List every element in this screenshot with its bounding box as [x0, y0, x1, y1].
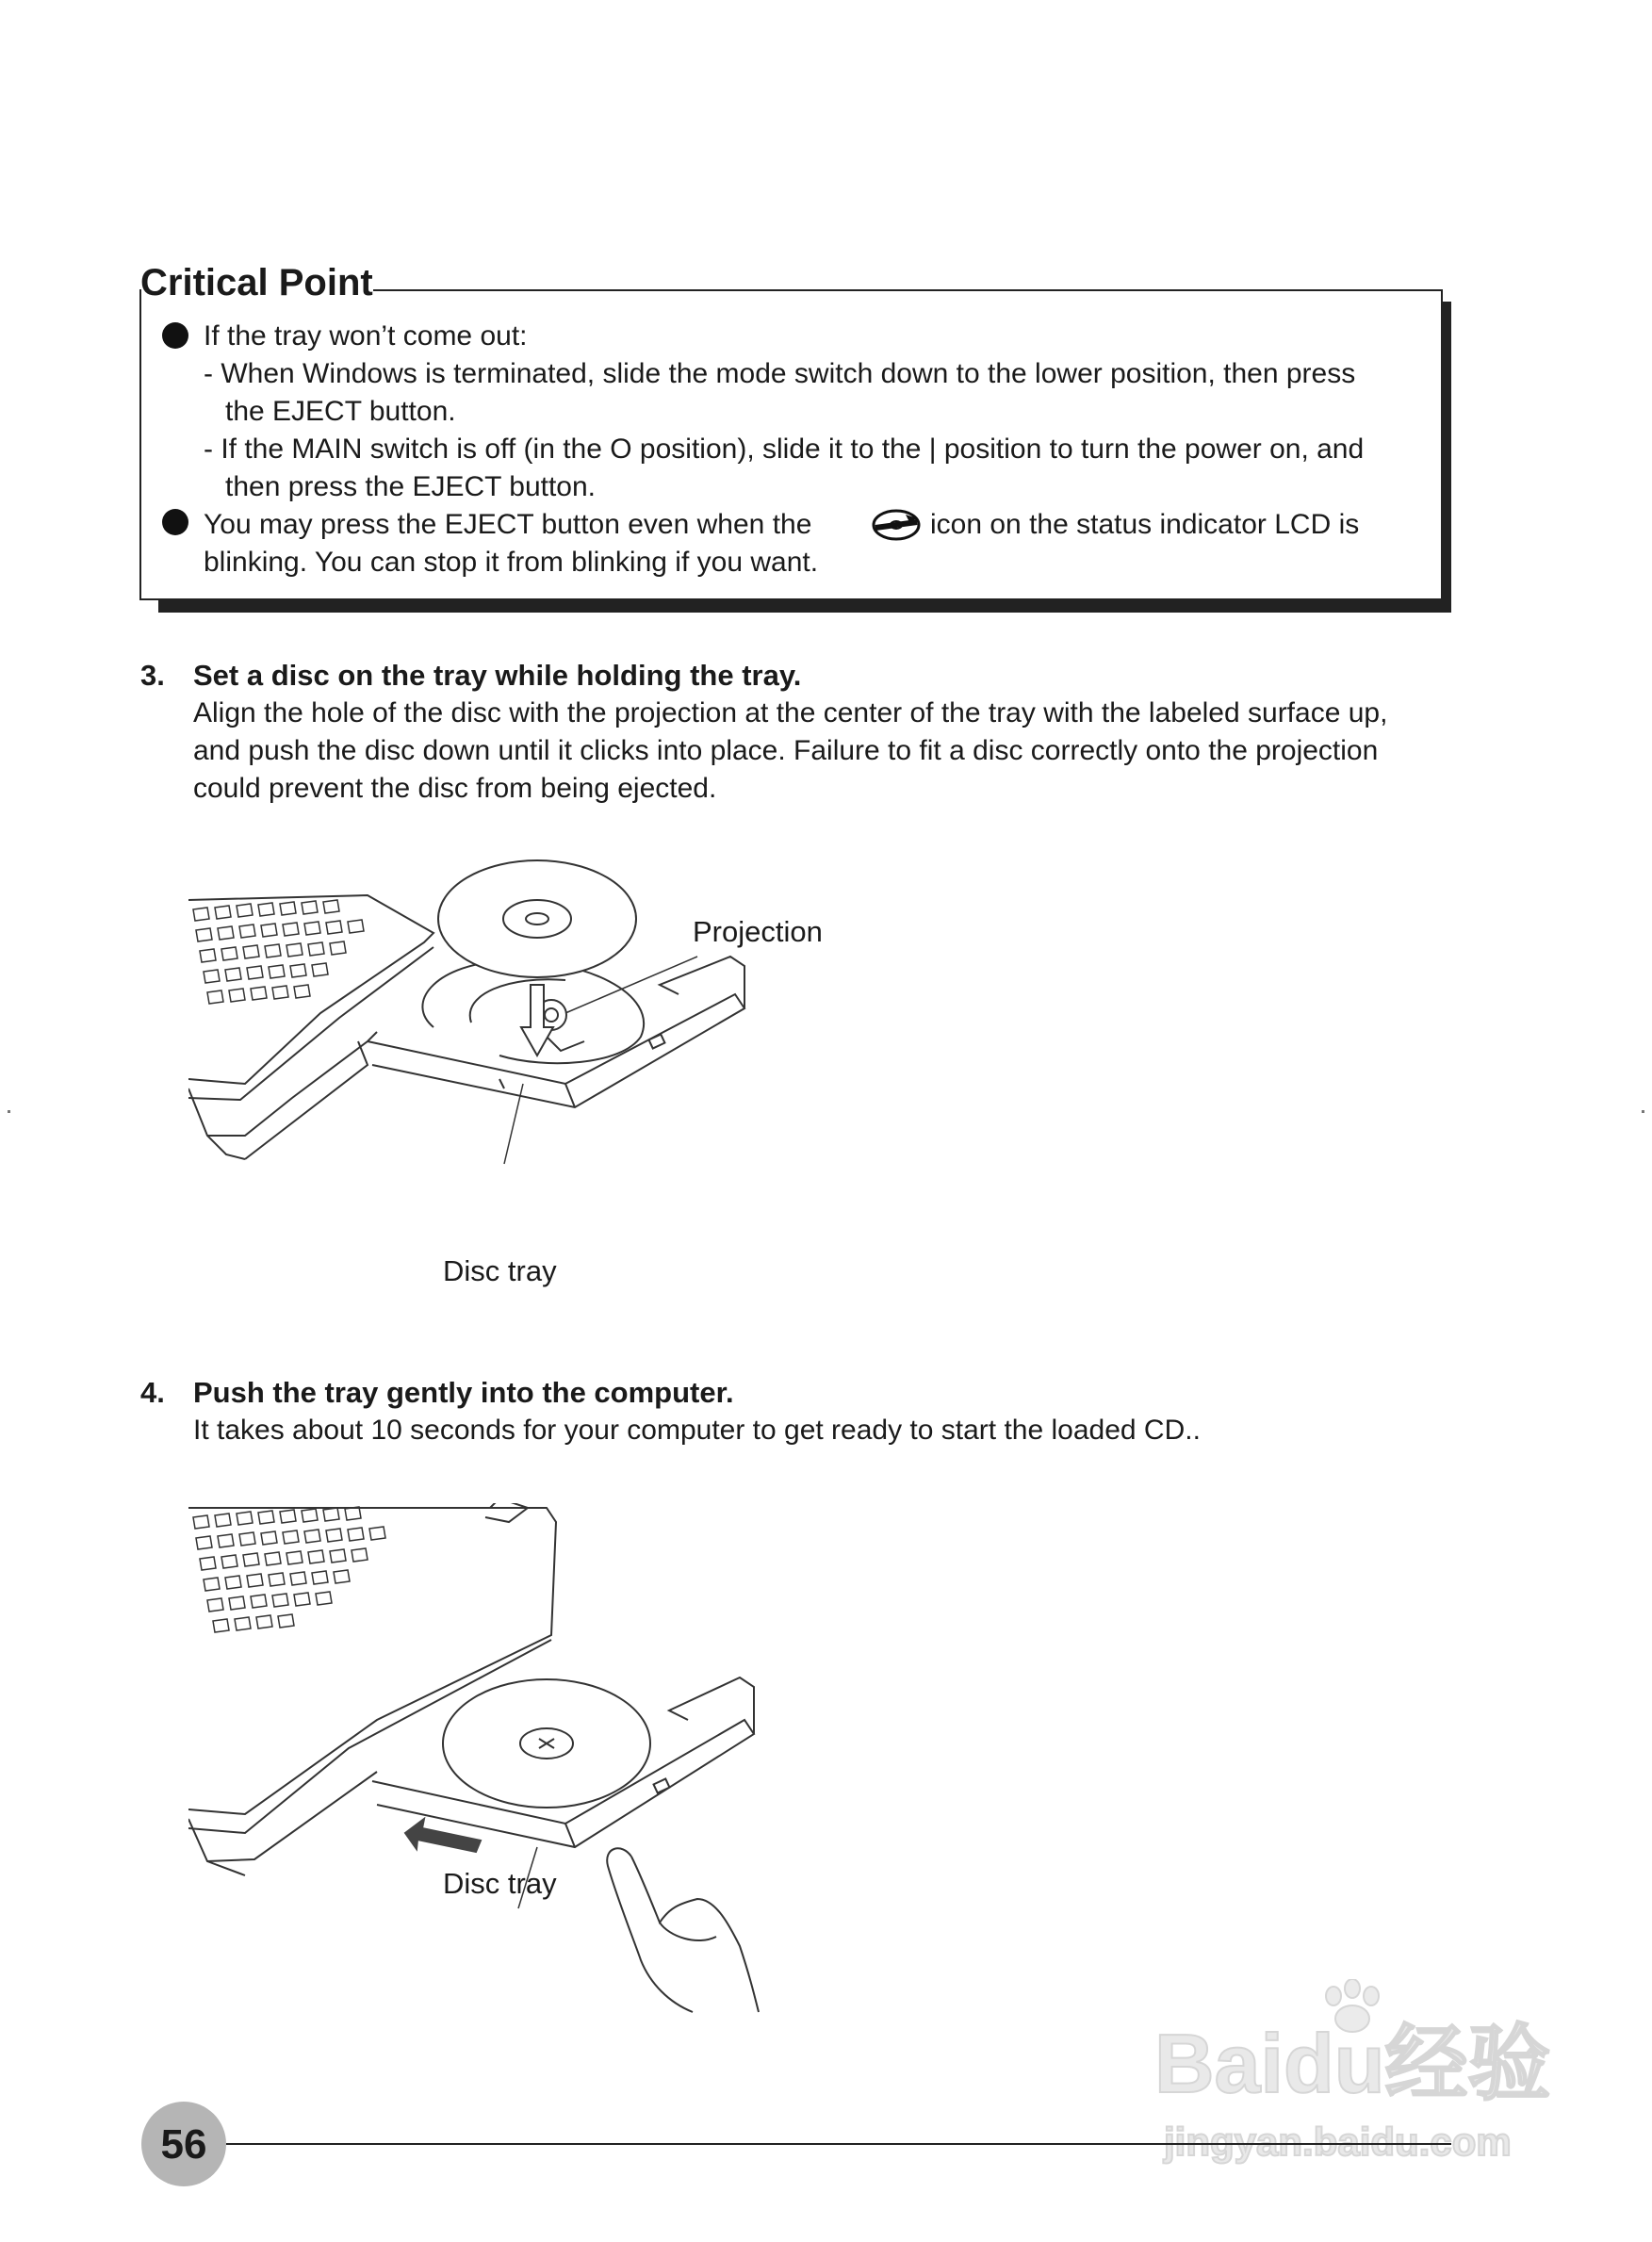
bullet-icon	[162, 509, 188, 535]
cp-bullet-1: If the tray won’t come out:	[204, 320, 528, 352]
label-disc-tray-1: Disc tray	[443, 1254, 557, 1287]
step-4-line1: It takes about 10 seconds for your computer to get ready to start the loaded CD..	[193, 1415, 1201, 1446]
watermark-brand-du: du	[1283, 2017, 1385, 2110]
watermark-url: jingyan.baidu.com	[1164, 2119, 1512, 2164]
step-4-title: Push the tray gently into the computer.	[193, 1376, 734, 1409]
cp-bullet-2-before: You may press the EJECT button even when the	[204, 509, 812, 540]
step-3-line2: and push the disc down until it clicks into place. Failure to fit a disc correctly onto the projection	[193, 735, 1379, 766]
critical-point-title-rule	[373, 289, 1441, 291]
step-3-title: Set a disc on the tray while holding the tray.	[193, 659, 802, 692]
cp-sub1-line1: - When Windows is terminated, slide the mode switch down to the lower position, then press	[204, 358, 1356, 389]
label-projection: Projection	[693, 915, 823, 948]
cp-sub2-line2: then press the EJECT button.	[225, 471, 597, 502]
step-4-number: 4.	[140, 1376, 165, 1409]
disc-status-icon	[872, 509, 921, 541]
footer-rule	[226, 2143, 1451, 2145]
crop-mark	[1642, 1110, 1644, 1113]
label-disc-tray-2: Disc tray	[443, 1867, 557, 1900]
figure-set-disc-illustration	[188, 853, 773, 1230]
page-number: 56	[160, 2121, 207, 2168]
cp-sub2-line1: - If the MAIN switch is off (in the O position), slide it to the | position to turn the power on, and	[204, 434, 1365, 465]
step-3-number: 3.	[140, 659, 165, 692]
baidu-jingyan-watermark	[1154, 1979, 1550, 2186]
crop-mark	[8, 1110, 10, 1113]
cp-bullet-2-line2: blinking. You can stop it from blinking if you want.	[204, 547, 819, 578]
step-3-line3: could prevent the disc from being ejected.	[193, 773, 717, 804]
watermark-brand: Bai	[1154, 2017, 1284, 2110]
watermark-brand-cn: 经验	[1384, 2017, 1551, 2110]
cp-sub1-line2: the EJECT button.	[225, 396, 456, 427]
cp-bullet-2-after: icon on the status indicator LCD is	[930, 509, 1360, 540]
step-3-line1: Align the hole of the disc with the projection at the center of the tray with the labeled surface up,	[193, 697, 1388, 728]
figure-push-tray-illustration	[188, 1503, 848, 2021]
bullet-icon	[162, 322, 188, 349]
critical-point-title: Critical Point	[140, 262, 373, 303]
